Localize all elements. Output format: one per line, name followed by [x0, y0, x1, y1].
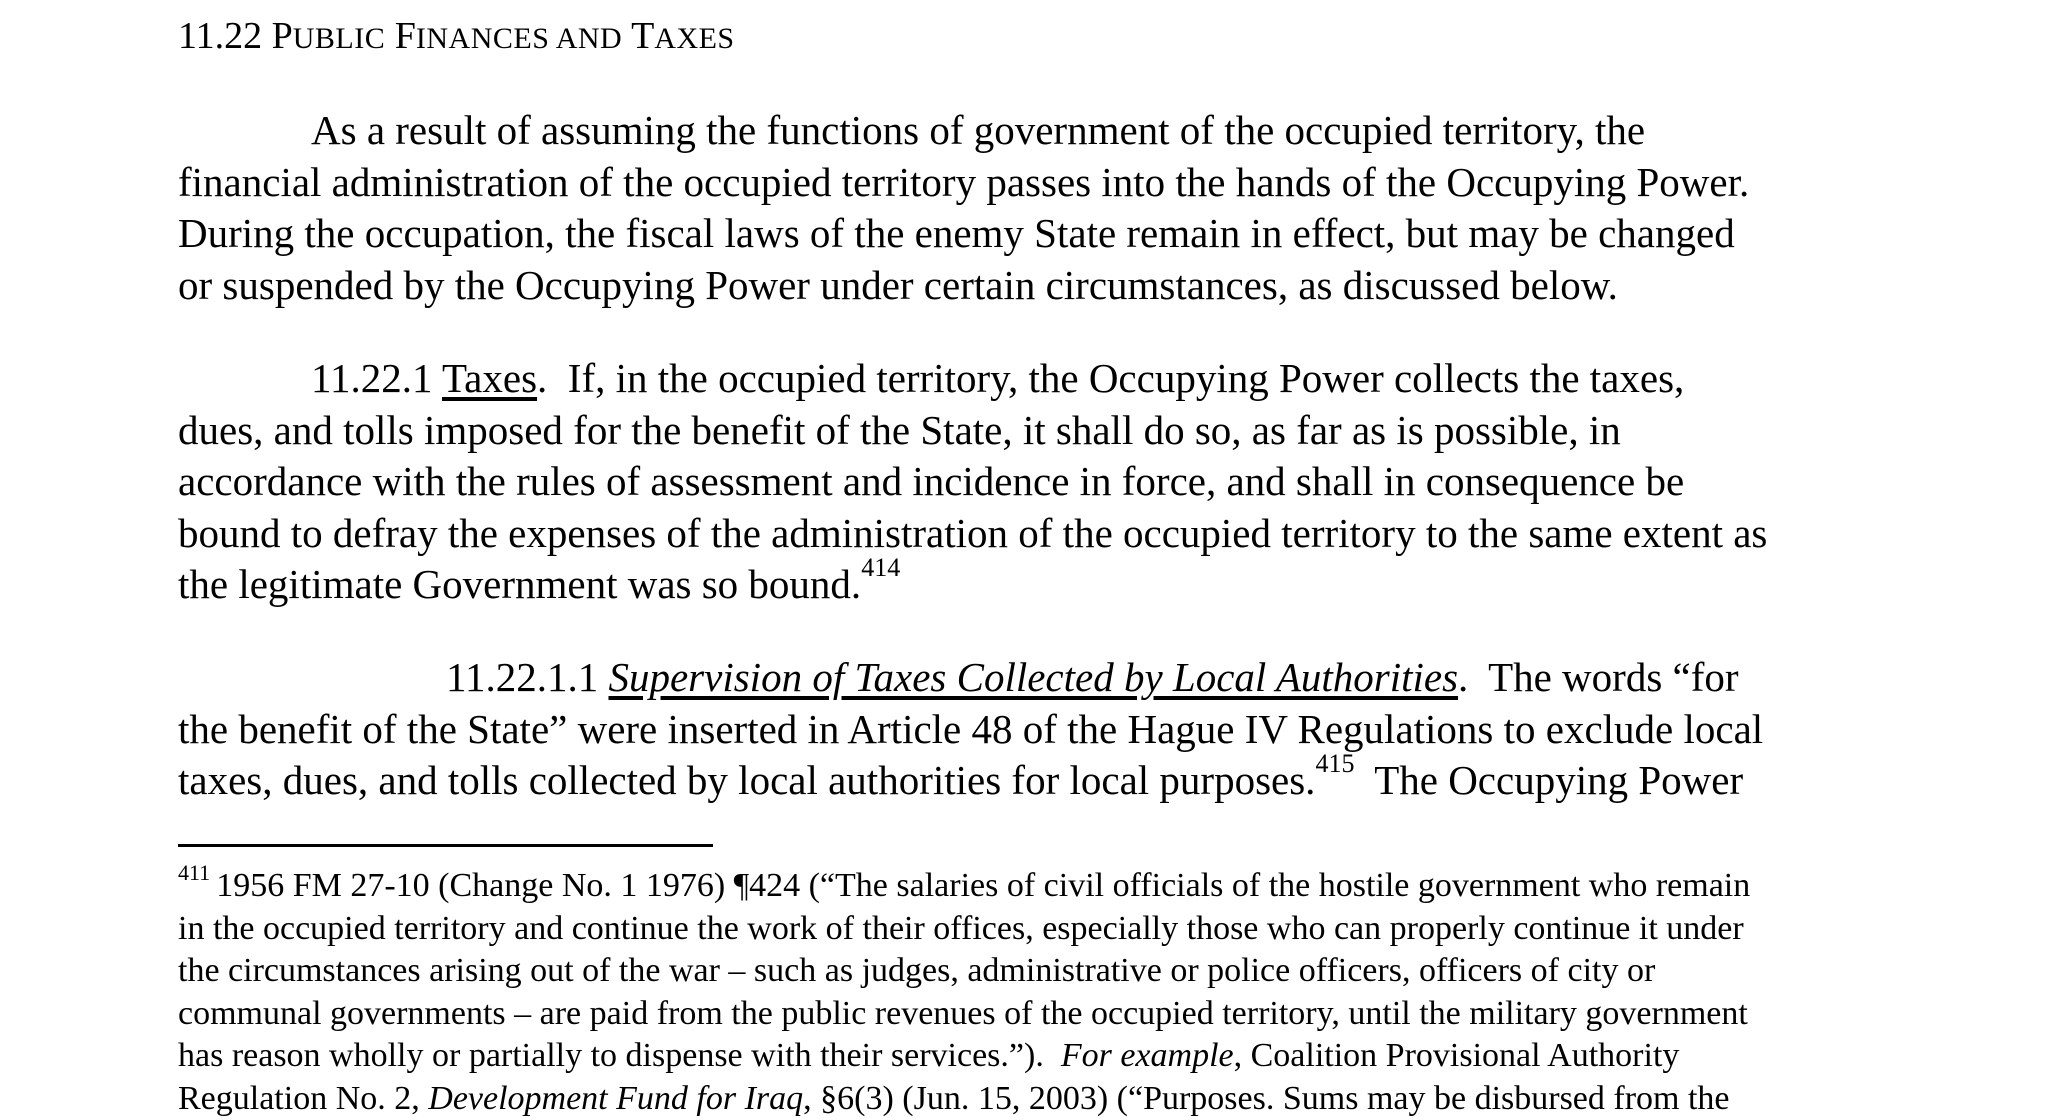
- paragraph-line: accordance with the rules of assessment and incidence in force, and shall in consequence be: [178, 456, 1898, 508]
- heading-cap-1: P: [272, 15, 293, 57]
- footnote-line: [178, 1078, 1898, 1120]
- paragraph-text: the legitimate Government was so bound.: [178, 561, 861, 607]
- footnote-line: the circumstances arising out of the war – such as judges, administrative or police officers, officers of city or: [178, 950, 1898, 993]
- footnote-ref-415[interactable]: 415: [1315, 749, 1354, 778]
- paragraph-text: The Occupying Power: [1374, 757, 1743, 803]
- footnote-divider: [178, 844, 713, 847]
- footnote-italic: Development Fund for Iraq: [428, 1080, 803, 1117]
- footnote-italic: For example: [1061, 1037, 1234, 1074]
- paragraph-text: taxes, dues, and tolls collected by local authorities for local purposes.: [178, 757, 1315, 803]
- footnote-number: 411: [178, 860, 210, 885]
- subsection-number: 11.22.1.1: [446, 654, 598, 700]
- footnote-text: Regulation No. 2,: [178, 1080, 420, 1117]
- paragraph-line: or suspended by the Occupying Power under certain circumstances, as discussed below.: [178, 260, 1898, 312]
- paragraph-text: If, in the occupied territory, the Occupying Power collects the taxes,: [568, 355, 1685, 401]
- paragraph-supervision: [178, 652, 1898, 807]
- footnote-ref-414[interactable]: 414: [861, 553, 900, 582]
- footnote-line: [178, 1035, 1898, 1078]
- heading-sc-1: UBLIC: [293, 22, 386, 55]
- footnote-text: , §6(3) (Jun. 15, 2003) (“Purposes. Sums may be disbursed from the: [803, 1080, 1729, 1117]
- paragraph-line: the benefit of the State” were inserted in Article 48 of the Hague IV Regulations to exclude local: [178, 704, 1898, 756]
- paragraph-text: The words “for: [1488, 654, 1738, 700]
- footnote-line: [178, 865, 1898, 908]
- subsection-number: 11.22.1: [311, 355, 432, 401]
- paragraph-taxes: [178, 353, 1898, 611]
- footnote-text: , Coalition Provisional Authority: [1234, 1037, 1680, 1074]
- footnote-text: 1956 FM 27-10 (Change No. 1 1976) ¶424 (“The salaries of civil officials of the hostile government who remain: [216, 867, 1750, 904]
- paragraph-line: 11.22.1.1 Supervision of Taxes Collected by Local Authorities. The words “for: [178, 652, 1898, 704]
- heading-cap-2: F: [395, 15, 416, 57]
- subsection-heading: Supervision of Taxes Collected by Local Authorities: [608, 654, 1458, 700]
- paragraph-line: [178, 559, 1898, 611]
- paragraph-line: As a result of assuming the functions of government of the occupied territory, the: [178, 105, 1898, 157]
- paragraph-intro: [178, 105, 1898, 311]
- heading-sc-3: AXES: [654, 22, 734, 55]
- footnote-line: in the occupied territory and continue the work of their offices, especially those who can properly continue it under: [178, 908, 1898, 951]
- paragraph-line: 11.22.1 Taxes. If, in the occupied territory, the Occupying Power collects the taxes,: [178, 353, 1898, 405]
- paragraph-line: financial administration of the occupied territory passes into the hands of the Occupying Power.: [178, 157, 1898, 209]
- subsection-heading: Taxes: [442, 355, 537, 401]
- footnote-text: has reason wholly or partially to dispense with their services.”).: [178, 1037, 1044, 1074]
- paragraph-line: bound to defray the expenses of the administration of the occupied territory to the same extent as: [178, 508, 1898, 560]
- footnote-line: communal governments – are paid from the public revenues of the occupied territory, until the military government: [178, 993, 1898, 1036]
- paragraph-line: [178, 755, 1898, 807]
- heading-cap-3: T: [631, 15, 654, 57]
- heading-sc-2: INANCES AND: [416, 22, 622, 55]
- footnote-411: [178, 865, 1898, 1120]
- section-number: 11.22: [178, 15, 262, 57]
- paragraph-line: dues, and tolls imposed for the benefit of the State, it shall do so, as far as is possible, in: [178, 405, 1898, 457]
- section-heading: [178, 14, 735, 61]
- paragraph-line: During the occupation, the fiscal laws of the enemy State remain in effect, but may be changed: [178, 208, 1898, 260]
